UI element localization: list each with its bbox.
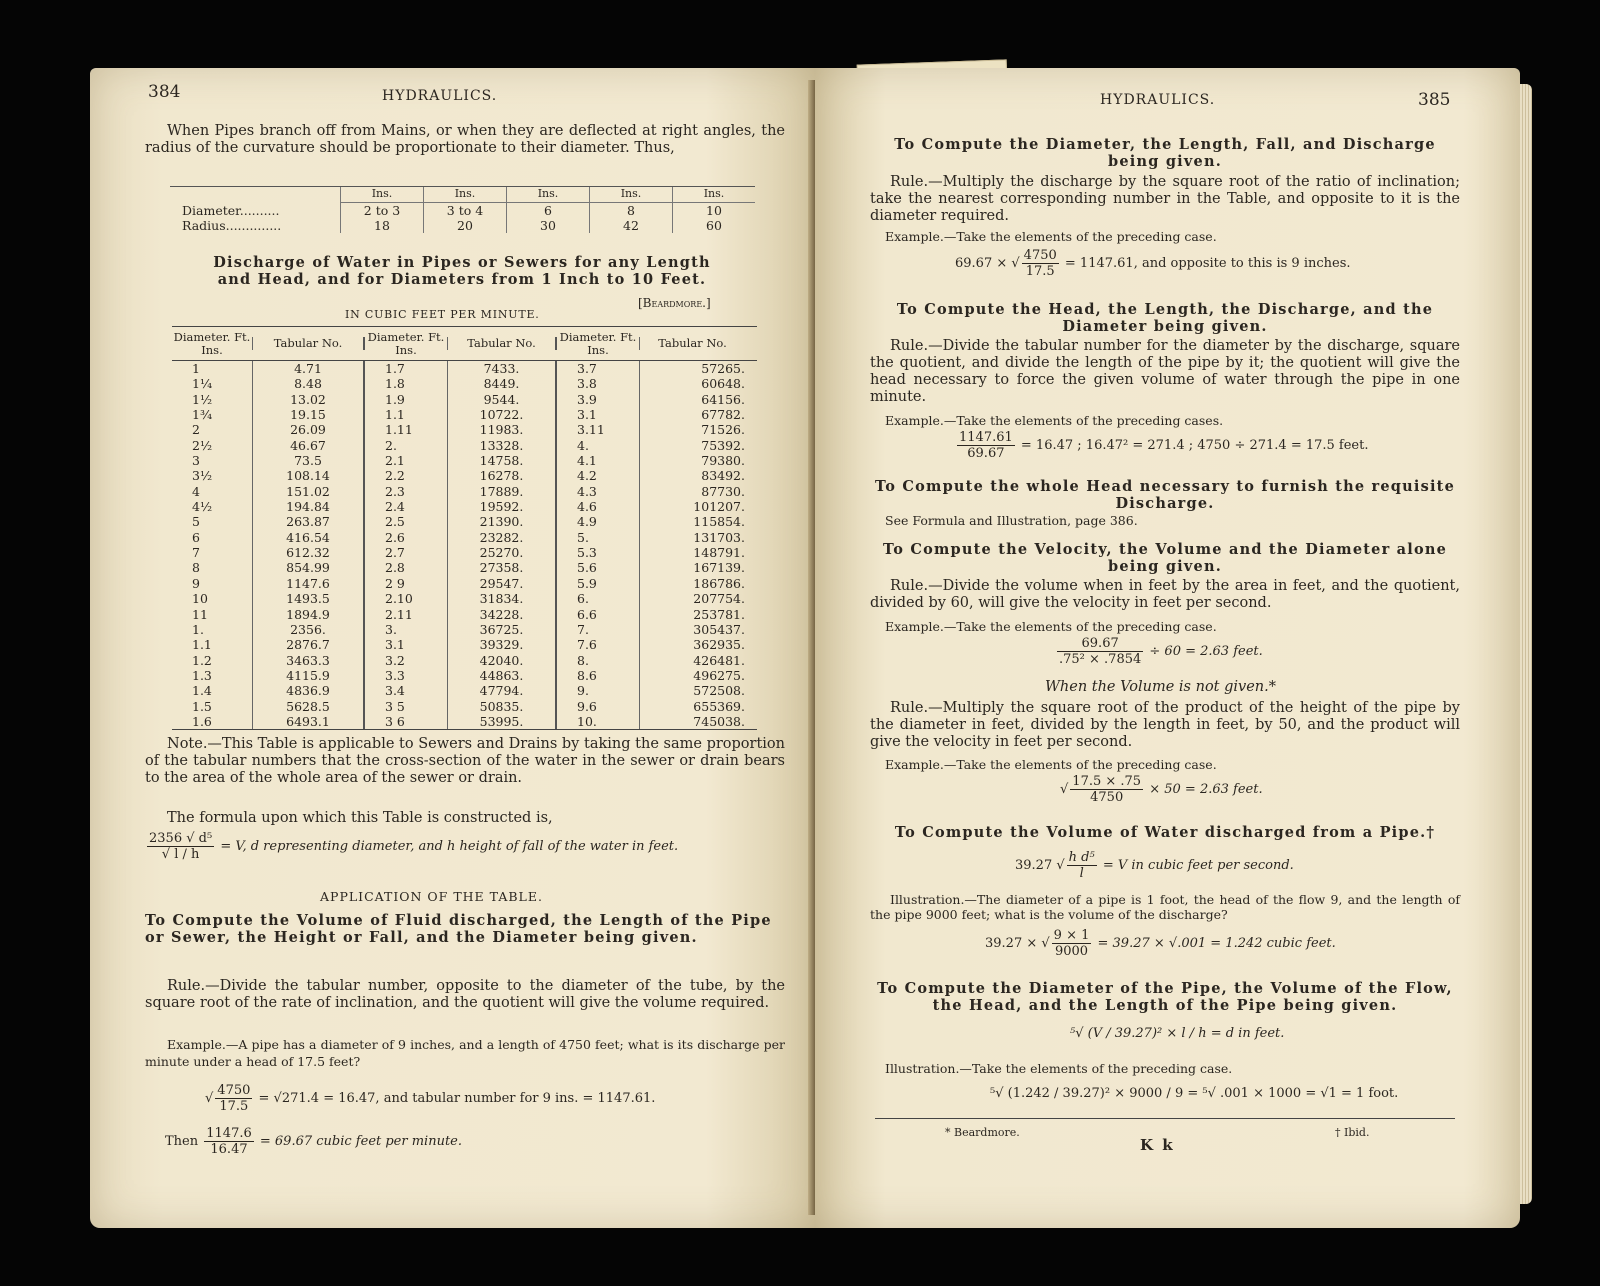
diameter-cell: 1.1 [385, 407, 405, 423]
rule-head: Rule.—Divide the tabular number for the diameter by the discharge, square the quotient, and divide the length of the pipe by it; the quotient will give the head necessary to force the given volume of water through the pipe in one minute. [870, 338, 1460, 405]
diameter-cell: 10. [577, 713, 597, 729]
heading-velocity: To Compute the Velocity, the Volume and the Diameter alone being given. [882, 541, 1448, 575]
tabular-cell: 108.14 [286, 468, 330, 484]
tabular-cell: 496275. [693, 667, 745, 683]
tabular-cell: 253781. [693, 606, 745, 622]
radius-value: 42 [589, 218, 672, 233]
tabular-cell: 426481. [693, 652, 745, 668]
tabular-cell: 416.54 [286, 529, 330, 545]
heading-volume: To Compute the Volume of Water discharged from a Pipe.† [894, 824, 1436, 841]
diameter-cell: 4.1 [577, 453, 597, 469]
formula-text: = V, d representing diameter, and h height of fall of the water in feet. [220, 839, 679, 854]
formula-head [955, 430, 1369, 461]
diameter-cell: 4. [577, 437, 589, 453]
then-numerator: 1147.6 [206, 1126, 252, 1141]
tabular-column [639, 361, 757, 729]
formula-numerator: 2356 √ d⁵ [149, 831, 213, 846]
tabular-cell: 17889. [479, 483, 524, 499]
diameter-column [172, 361, 252, 729]
diameter-cell: 8 [192, 560, 200, 576]
tabular-cell: 71526. [701, 422, 745, 438]
tabular-cell: 115854. [693, 514, 745, 530]
formula-denominator: 9000 [1054, 944, 1089, 959]
diameter-cell: 6. [577, 591, 589, 607]
diameter-cell: 3 6 [385, 713, 405, 729]
unit-label: Ins. [423, 187, 506, 203]
diameter-cell: 2.1 [385, 453, 405, 469]
formula-denominator: 17.5 [1025, 264, 1055, 279]
tabular-cell: 14758. [479, 453, 524, 469]
formula-prefix: 39.27 √ [1015, 858, 1065, 873]
see-reference: See Formula and Illustration, page 386. [885, 513, 1138, 528]
rule-velocity-2: Rule.—Multiply the square root of the product of the height of the pipe by the diameter in feet, divided by the length in feet, by 50, and the product will give the velocity in feet per second. [870, 700, 1460, 750]
tabular-cell: 6493.1 [286, 713, 330, 729]
tabular-cell: 8.48 [294, 376, 322, 392]
tabular-cell: 73.5 [294, 453, 322, 469]
unit-label: Ins. [506, 187, 589, 203]
diameter-cell: 2.8 [385, 560, 405, 576]
tabular-cell: 26.09 [290, 422, 326, 438]
tabular-cell: 39329. [479, 637, 524, 653]
tabular-cell: 60648. [701, 376, 745, 392]
tabular-cell: 263.87 [286, 514, 330, 530]
formula-diameter-pipe: ⁵√ (V / 39.27)² × l / h = d in feet. [1070, 1026, 1285, 1041]
tabular-cell: 34228. [479, 606, 524, 622]
tabular-cell: 151.02 [286, 483, 330, 499]
table-title-1: Discharge of Water in Pipes or Sewers for any Length [213, 254, 711, 271]
formula-prefix: 39.27 × √ [985, 936, 1050, 951]
application-heading: APPLICATION OF THE TABLE. [320, 889, 543, 904]
example-velocity: Example.—Take the elements of the preceding case. [885, 619, 1217, 634]
tabular-cell: 67782. [701, 407, 745, 423]
running-head: HYDRAULICS. [382, 88, 498, 104]
formula-result: ÷ 60 = 2.63 feet. [1149, 644, 1263, 659]
diameter-column [365, 361, 447, 729]
tabular-cell: 854.99 [286, 560, 330, 576]
diameter-value: 2 to 3 [340, 203, 423, 218]
formula-diameter [955, 248, 1351, 279]
ex-denominator: 17.5 [219, 1099, 249, 1114]
formula-numerator: 9 × 1 [1053, 928, 1090, 943]
tabular-cell: 36725. [479, 621, 524, 637]
radius-value: 60 [672, 218, 755, 233]
tabular-cell: 1147.6 [286, 575, 330, 591]
radius-label: Radius.............. [182, 218, 282, 233]
tabular-cell: 75392. [701, 437, 745, 453]
tabular-cell: 7433. [483, 361, 520, 376]
tabular-cell: 5628.5 [286, 698, 330, 714]
discharge-table-body [172, 361, 757, 729]
tabular-cell: 1894.9 [286, 606, 330, 622]
tabular-cell: 50835. [479, 698, 524, 714]
tabular-cell: 362935. [693, 637, 745, 653]
tabular-cell: 9544. [483, 391, 520, 407]
formula-denominator: l [1079, 866, 1084, 881]
tabular-cell: 19.15 [290, 407, 326, 423]
tabular-cell: 207754. [693, 591, 745, 607]
tabular-cell: 1493.5 [286, 591, 330, 607]
ex-formula-rest: = √271.4 = 16.47, and tabular number for 9 ins. = 1147.61. [258, 1091, 656, 1106]
diameter-cell: 3.1 [577, 407, 597, 423]
then-formula [165, 1126, 462, 1157]
diameter-cell: 7.6 [577, 637, 597, 653]
radius-value: 18 [340, 218, 423, 233]
diameter-cell: 3.3 [385, 667, 405, 683]
running-head: HYDRAULICS. [1100, 92, 1216, 108]
diameter-cell: 8. [577, 652, 589, 668]
tabular-cell: 131703. [693, 529, 745, 545]
tabular-cell: 31834. [479, 591, 524, 607]
tabular-cell: 167139. [693, 560, 745, 576]
diameter-cell: 3.8 [577, 376, 597, 392]
tabular-cell: 4.71 [294, 361, 322, 376]
diameter-cell: 5. [577, 529, 589, 545]
unit-label: Ins. [672, 187, 755, 203]
right-page [815, 68, 1520, 1228]
formula-volume-2 [985, 928, 1336, 959]
tabular-cell: 79380. [701, 453, 745, 469]
diameter-cell: 3.4 [385, 683, 405, 699]
heading-diameter-pipe: To Compute the Diameter of the Pipe, the Volume of the Flow, the Head, and the Length of the Pipe being given. [877, 980, 1453, 1014]
radius-value: 30 [506, 218, 589, 233]
diameter-cell: 3 [192, 453, 200, 469]
tabular-cell: 42040. [479, 652, 524, 668]
diameter-cell: 2 9 [385, 575, 405, 591]
tabular-cell: 745038. [693, 713, 745, 729]
tabular-cell: 44863. [479, 667, 524, 683]
diameter-cell: 6.6 [577, 606, 597, 622]
formula-result: = 1147.61, and opposite to this is 9 inches. [1064, 256, 1351, 271]
signature-mark: K k [1140, 1136, 1175, 1154]
then-rest: = 69.67 cubic feet per minute. [259, 1134, 463, 1149]
diameter-cell: 3.11 [577, 422, 605, 438]
diameter-cell: 9 [192, 575, 200, 591]
diameter-cell: 1½ [192, 391, 213, 407]
diameter-cell: 2.5 [385, 514, 405, 530]
diameter-cell: 1.1 [192, 637, 212, 653]
footnote-1: * Beardmore. [945, 1126, 1020, 1139]
tabular-cell: 64156. [701, 391, 745, 407]
diameter-value: 8 [589, 203, 672, 218]
diameter-cell: 1 [192, 361, 200, 376]
example-diameter: Example.—Take the elements of the preceding case. [885, 229, 1217, 244]
formula-denominator: √ l / h [161, 847, 200, 862]
diameter-cell: 2½ [192, 437, 213, 453]
tabular-cell: 2356. [290, 621, 326, 637]
tabular-cell: 25270. [479, 545, 524, 561]
example-paragraph: Example.—A pipe has a diameter of 9 inches, and a length of 4750 feet; what is its discharge per minute under a head of 17.5 feet? [145, 1037, 785, 1069]
diameter-cell: 1.4 [192, 683, 212, 699]
then-denominator: 16.47 [210, 1142, 248, 1157]
page-number: 384 [148, 82, 181, 102]
formula-diameter-pipe-2: ⁵√ (1.242 / 39.27)² × 9000 / 9 = ⁵√ .001 × 1000 = √1 = 1 foot. [990, 1086, 1399, 1101]
table-title-2: and Head, and for Diameters from 1 Inch to 10 Feet. [217, 271, 707, 288]
col-header-tabular: Tabular No. [447, 337, 557, 350]
diameter-cell: 1.2 [192, 652, 212, 668]
tabular-column [447, 361, 557, 729]
diameter-cell: 7 [192, 545, 200, 561]
formula-velocity [1055, 636, 1263, 667]
formula-velocity-2: √ $\frac{17.5 \times .75}{4750}$ × 50 = 2.63 feet. [1060, 774, 1263, 805]
tabular-cell: 16278. [479, 468, 524, 484]
tabular-cell: 3463.3 [286, 652, 330, 668]
diameter-cell: 4.9 [577, 514, 597, 530]
tabular-cell: 13328. [479, 437, 524, 453]
page-number: 385 [1418, 90, 1451, 110]
diameter-cell: 3.7 [577, 361, 597, 376]
formula-numerator: 4750 [1023, 248, 1057, 263]
tabular-cell: 27358. [479, 560, 524, 576]
formula-result: = 16.47 ; 16.47² = 271.4 ; 4750 ÷ 271.4 = 17.5 feet. [1020, 438, 1369, 453]
diameter-cell: 5.3 [577, 545, 597, 561]
rule-velocity: Rule.—Divide the volume when in feet by the area in feet, and the quotient, divided by 60, will give the velocity in feet per second. [870, 578, 1460, 611]
tabular-cell: 305437. [693, 621, 745, 637]
table-formula [145, 831, 678, 862]
diameter-cell: 3½ [192, 468, 213, 484]
col-header-tabular: Tabular No. [639, 337, 757, 350]
diameter-cell: 1.3 [192, 667, 212, 683]
diameter-cell: 1.9 [385, 391, 405, 407]
formula-result: × 50 = 2.63 feet. [1149, 782, 1263, 797]
diameter-cell: 5.6 [577, 560, 597, 576]
diameter-cell: 2.6 [385, 529, 405, 545]
example-formula: √ $\frac{4750}{17.5}$ = √271.4 = 16.47, and tabular number for 9 ins. = 1147.61. [205, 1083, 656, 1114]
diameter-value: 6 [506, 203, 589, 218]
formula-numerator: 17.5 × .75 [1072, 774, 1142, 789]
tabular-cell: 655369. [693, 698, 745, 714]
tabular-cell: 13.02 [290, 391, 326, 407]
volume-not-given: When the Volume is not given.* [1045, 679, 1276, 695]
diameter-cell: 1.5 [192, 698, 212, 714]
tabular-cell: 186786. [693, 575, 745, 591]
diameter-cell: 1. [192, 621, 204, 637]
tabular-cell: 10722. [479, 407, 524, 423]
formula-result: = V in cubic feet per second. [1102, 858, 1294, 873]
tabular-cell: 2876.7 [286, 637, 330, 653]
diameter-cell: 8.6 [577, 667, 597, 683]
page-edges [1520, 84, 1532, 1204]
note-paragraph: Note.—This Table is applicable to Sewers and Drains by taking the same proportion of the tabular numbers that the cross-section of the water in the sewer or drain bears to the area of the whole area of the sewer or drain. [145, 736, 785, 786]
diameter-value: 3 to 4 [423, 203, 506, 218]
tabular-cell: 21390. [479, 514, 524, 530]
diameter-value: 10 [672, 203, 755, 218]
tabular-cell: 612.32 [286, 545, 330, 561]
tabular-cell: 194.84 [286, 499, 330, 515]
radius-value: 20 [423, 218, 506, 233]
diameter-cell: 2.7 [385, 545, 405, 561]
radius-table [170, 186, 755, 233]
diameter-cell: 11 [192, 606, 208, 622]
rule-paragraph: Rule.—Divide the tabular number, opposite to the diameter of the tube, by the square root of the rate of inclination, and the quotient will give the volume required. [145, 978, 785, 1011]
diameter-cell: 1.6 [192, 713, 212, 729]
diameter-column [557, 361, 639, 729]
diameter-cell: 1.11 [385, 422, 413, 438]
rule-diameter: Rule.—Multiply the discharge by the square root of the ratio of inclination; take the nearest corresponding number in the Table, and opposite to it is the diameter required. [870, 174, 1460, 224]
col-header-diameter: Diameter. Ft. Ins. [559, 329, 637, 357]
diameter-cell: 3.2 [385, 652, 405, 668]
formula-denominator: 4750 [1090, 790, 1124, 805]
example-head: Example.—Take the elements of the preceding cases. [885, 413, 1224, 428]
diameter-cell: 1.7 [385, 361, 405, 376]
diameter-cell: 9.6 [577, 698, 597, 714]
tabular-cell: 4836.9 [286, 683, 330, 699]
then-label: Then [165, 1134, 199, 1149]
diameter-cell: 3 5 [385, 698, 405, 714]
diameter-cell: 7. [577, 621, 589, 637]
unit-label: Ins. [340, 187, 423, 203]
tabular-cell: 11983. [479, 422, 524, 438]
unit-label: Ins. [589, 187, 672, 203]
formula-numerator: h d⁵ [1068, 850, 1095, 865]
footnote-2: † Ibid. [1335, 1126, 1370, 1139]
formula-volume [1015, 850, 1294, 881]
left-page [90, 68, 815, 1228]
illustration-volume: Illustration.—The diameter of a pipe is 1 foot, the head of the flow 9, and the length of the pipe 9000 feet; what is the volume of the discharge? [870, 892, 1460, 922]
example-velocity-2: Example.—Take the elements of the preceding case. [885, 757, 1217, 772]
ex-numerator: 4750 [217, 1083, 251, 1098]
formula-numerator: 1147.61 [959, 430, 1013, 445]
open-book [70, 60, 1540, 1235]
col-header-tabular: Tabular No. [252, 337, 365, 350]
tabular-cell: 572508. [693, 683, 745, 699]
formula-intro: The formula upon which this Table is constructed is, [167, 810, 553, 826]
col-header-diameter: Diameter. Ft. Ins. [367, 329, 445, 357]
tabular-cell: 57265. [701, 361, 745, 376]
tabular-cell: 46.67 [290, 437, 326, 453]
diameter-cell: 5.9 [577, 575, 597, 591]
diameter-label: Diameter.......... [182, 203, 280, 218]
diameter-cell: 9. [577, 683, 589, 699]
formula-prefix: 69.67 × √ [955, 256, 1020, 271]
diameter-cell: 4.3 [577, 483, 597, 499]
formula-denominator: 69.67 [967, 446, 1005, 461]
diameter-cell: 10 [192, 591, 208, 607]
tabular-cell: 47794. [479, 683, 524, 699]
tabular-cell: 101207. [693, 499, 745, 515]
heading-diameter: To Compute the Diameter, the Length, Fall, and Discharge being given. [894, 136, 1436, 170]
formula-numerator: 69.67 [1057, 636, 1143, 652]
diameter-cell: 3.1 [385, 637, 405, 653]
intro-paragraph: When Pipes branch off from Mains, or when they are deflected at right angles, the radius of the curvature should be proportionate to their diameter. Thus, [145, 123, 785, 156]
diameter-cell: 2. [385, 437, 397, 453]
diameter-cell: 1.8 [385, 376, 405, 392]
diameter-cell: 3.9 [577, 391, 597, 407]
diameter-cell: 2 [192, 422, 200, 438]
discharge-table [172, 326, 757, 730]
heading-whole-head: To Compute the whole Head necessary to furnish the requisite Discharge. [874, 478, 1455, 512]
diameter-cell: 2.11 [385, 606, 413, 622]
diameter-cell: 3. [385, 621, 397, 637]
tabular-cell: 4115.9 [286, 667, 330, 683]
formula-result: = 39.27 × √.001 = 1.242 cubic feet. [1097, 936, 1336, 951]
tabular-cell: 23282. [479, 529, 524, 545]
heading-head: To Compute the Head, the Length, the Discharge, and the Diameter being given. [896, 301, 1434, 335]
illustration-diameter-pipe: Illustration.—Take the elements of the preceding case. [885, 1061, 1233, 1076]
diameter-cell: 4.6 [577, 499, 597, 515]
formula-denominator: .75² × .7854 [1059, 652, 1142, 667]
tabular-cell: 19592. [479, 499, 524, 515]
diameter-cell: 2.3 [385, 483, 405, 499]
tabular-cell: 8449. [483, 376, 520, 392]
diameter-cell: 2.2 [385, 468, 405, 484]
diameter-cell: 1¾ [192, 407, 213, 423]
diameter-cell: 4.2 [577, 468, 597, 484]
diameter-cell: 1¼ [192, 376, 213, 392]
tabular-cell: 29547. [479, 575, 524, 591]
section-heading: To Compute the Volume of Fluid discharged, the Length of the Pipe or Sewer, the Height or Fall, and the Diameter being given. [145, 912, 772, 946]
footnote-rule [875, 1118, 1455, 1119]
diameter-cell: 4½ [192, 499, 213, 515]
diameter-cell: 2.10 [385, 591, 413, 607]
tabular-cell: 53995. [479, 713, 524, 729]
table-subtitle: IN CUBIC FEET PER MINUTE. [345, 308, 540, 321]
diameter-cell: 5 [192, 514, 200, 530]
diameter-cell: 6 [192, 529, 200, 545]
diameter-cell: 2.4 [385, 499, 405, 515]
tabular-cell: 148791. [693, 545, 745, 561]
tabular-column [252, 361, 365, 729]
col-header-diameter: Diameter. Ft. Ins. [173, 329, 251, 357]
tabular-cell: 87730. [701, 483, 745, 499]
diameter-cell: 4 [192, 483, 200, 499]
tabular-cell: 83492. [701, 468, 745, 484]
table-source: [Beardmore.] [638, 296, 711, 310]
